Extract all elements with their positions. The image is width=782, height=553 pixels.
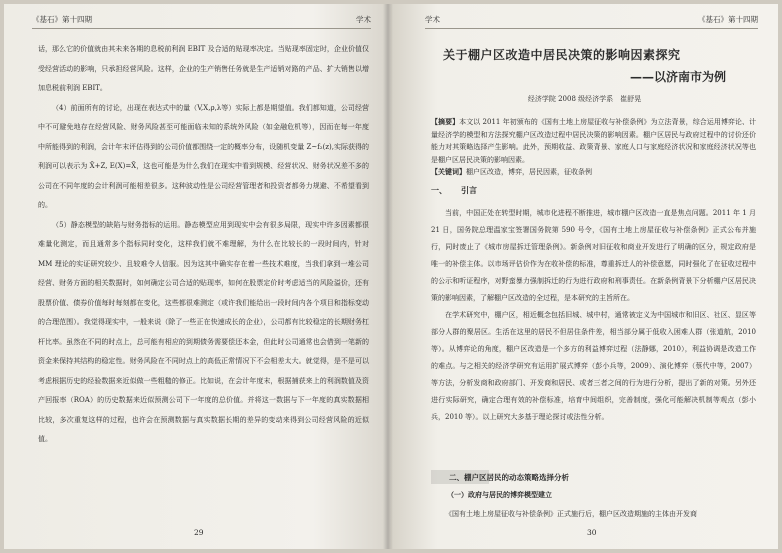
right-page <box>391 4 778 549</box>
keywords <box>431 166 756 179</box>
left-page <box>4 4 391 549</box>
right-header-section: 学术 <box>425 15 440 24</box>
right-page-number: 30 <box>587 528 597 537</box>
right-page-body <box>431 205 756 426</box>
section-2-subheading: （一）政府与居民的博弈模型建立 <box>447 491 552 499</box>
right-last-line: 《国有土地上房屋征收与补偿条例》正式施行后，棚户区改造期施的主体由开发商 <box>445 510 697 518</box>
left-page-number: 29 <box>194 528 204 537</box>
left-paragraph-2: （4）前面所有的讨论，出现在表达式中的量（V,X,ρ,λ等）实际上都是期望值。我们都知道，公司经营中不可避免地存在经营风险、财务风险甚至可能面临未知的系统外风险（如金融危机等），因而在每一年度中所能得到的利润，会计年末评估得到的公司价值都围绕一定的概率分布，设随机变量 Z~f₂(z),实际获得的利润可以表示为 X̄+Z, E(X)=X̄，这也可能是为什么我们在现实中看到规模、经营状况、财务状况差不多的公司在不同年度的会计利润可能相差很多。这种波动性是公司经营管理者和投资者都务力规避、不希望看到的。 <box>38 103 369 209</box>
abstract-label: 【摘要】 <box>431 118 460 126</box>
abstract-text: 本文以 2011 年初颁布的《国有土地上房屋征收与补偿条例》为立法背景，综合运用博弈论、计量经济学的模型和方法探究棚户区改造过程中居民决策的影响因素。棚户区居民与政府过程中的讨价还价能力对其策略选择产生影响。此外，预期收益、政策背景、家庭人口与家庭经济状况和家庭经济状况等也是棚户区居民决策的影响因素。 <box>431 118 757 164</box>
right-page-header <box>425 14 758 29</box>
right-paragraph-2: 在学术研究中，棚户区，相近概念包括旧城、城中村，通常被定义为中国城市和旧区、社区、显区等部分人群的聚居区。生活在这里的居民不但居住条件差，相当部分属于低收入困难人群（张道航，2010 等）。从博弈论的角度，棚户区改造是一个多方的利益博弈过程（法静娜，2010），利益协调是改造工作的难点。与之相关的经济学研究有运用扩展式博弈（彭小兵等，2009）、演化博弈（蔡代中等，2007）等方法，分析发商和政府部门、开发商和居民、或者三者之间的行为进行分析，提出了新的对策。另外还进行实际研究，确定合理有效的补偿标准，培育中间组织，完善制度，强化可能解决机制等观点（彭小兵，2010 等）。以上研究大多基于理论探讨或法性分析。 <box>431 311 756 421</box>
right-paragraph-1: 当前，中国正处在转型时期，城市化进程不断推进，城市棚户区改造一直是焦点问题。2011 年 1 月 21 日，国务院总理温家宝签署国务院第 590 号令，《国有土地上房屋征收与补偿条例》正式公布并施行，同时废止了《城市房屋拆迁管理条例》。新条例对旧征收和商业开发进行了明确的区分，规定政府是唯一的补偿主体。以市场评估价作为在收补偿的标准，尊重拆迁人的补偿意愿，同时强化了在征收过程中的公示和听证程序，对野蛮暴力强制拆迁的行为进行政府和刑事责任。在新条例背景下分析棚户区居民决策的影响因素，了解棚户区改造的全过程，是本研究的主旨所在。 <box>431 209 756 302</box>
section-2-heading: 二、棚户区居民的动态策略选择分析 <box>449 473 569 482</box>
abstract-block <box>431 116 756 179</box>
book-gutter <box>383 4 393 549</box>
left-page-header <box>32 14 371 29</box>
keywords-text: 棚户区改造，博弈，居民因素，征收条例 <box>466 168 592 176</box>
left-header-section: 学术 <box>356 15 371 24</box>
left-paragraph-3: （5）静态模型的缺陷与财务指标的运用。静态模型应用到现实中会有很多局限，现实中许多因素都很难量化测定，而且通常多个指标同时变化，这样我们就不难理解，为什么在比较长的一段时间内，针对 MM 理论的实证研究较少、且较难令人信服。因为这其中确实存在着一些技术难度，当我们拿到一堆公司经营、财务方面的相关数据时，如何确定公司合适的贴现率，如何在股票定价时考虑适当的风险溢价，还有股票价值、债券价值每时每刻都在变化，这些都很难测定（或许我们能给出一段时间内各个项目和指标变动的合理范围）。我觉得现实中，一般来说（除了一些正在快速成长的企业），公司都有比较稳定的长期财务杠杆比率。虽然在不同的时点上，总可能有相应的到期债务需要偿还本金，但此时公司通常也会借到一笔新的资金来保持其结构的稳定性。财务风险在不同时点上的高低正常情况下不会相差太大。就觉得，是不是可以考虑根据历史的经验数据来近似做一些粗糙的修正。比如说，在会计年度末，根据捕获来上的利润数值及资产回报率（ROA）的历史数据来近似预测公司下一年度的总价值。并将这一数据与下一年度的真实数据相比较，多次重复这样的过程，也许会在预测数据与真实数据长期的差异的变动来得到公司经营风险的近似值。 <box>38 220 369 443</box>
article-title: 关于棚户区改造中居民决策的影响因素探究 <box>443 48 681 62</box>
section-1-heading <box>431 185 477 196</box>
section-1-title: 引言 <box>461 186 477 195</box>
left-header-journal: 《基石》第十四期 <box>32 15 92 24</box>
section-1-number: 一、 <box>431 186 447 195</box>
left-page-body <box>38 40 369 450</box>
article-author: 经济学院 2008 级经济学系 崔舒晃 <box>527 95 642 103</box>
keywords-label: 【关键词】 <box>431 168 466 176</box>
right-header-journal: 《基石》第十四期 <box>698 15 758 24</box>
abstract <box>431 116 756 166</box>
left-paragraph-1: 话，那么它的价值就由其未来各期的息税前利润 EBIT 及合适的贴现率决定。当贴现率固定时，企业价值仅受经营活动的影响，只承担经营风险。这样，企业的生产销售任务就是生产适销对路的产品、扩大销售以增加息税前利润 EBIT。 <box>38 45 369 92</box>
article-subtitle: ——以济南市为例 <box>629 70 726 84</box>
